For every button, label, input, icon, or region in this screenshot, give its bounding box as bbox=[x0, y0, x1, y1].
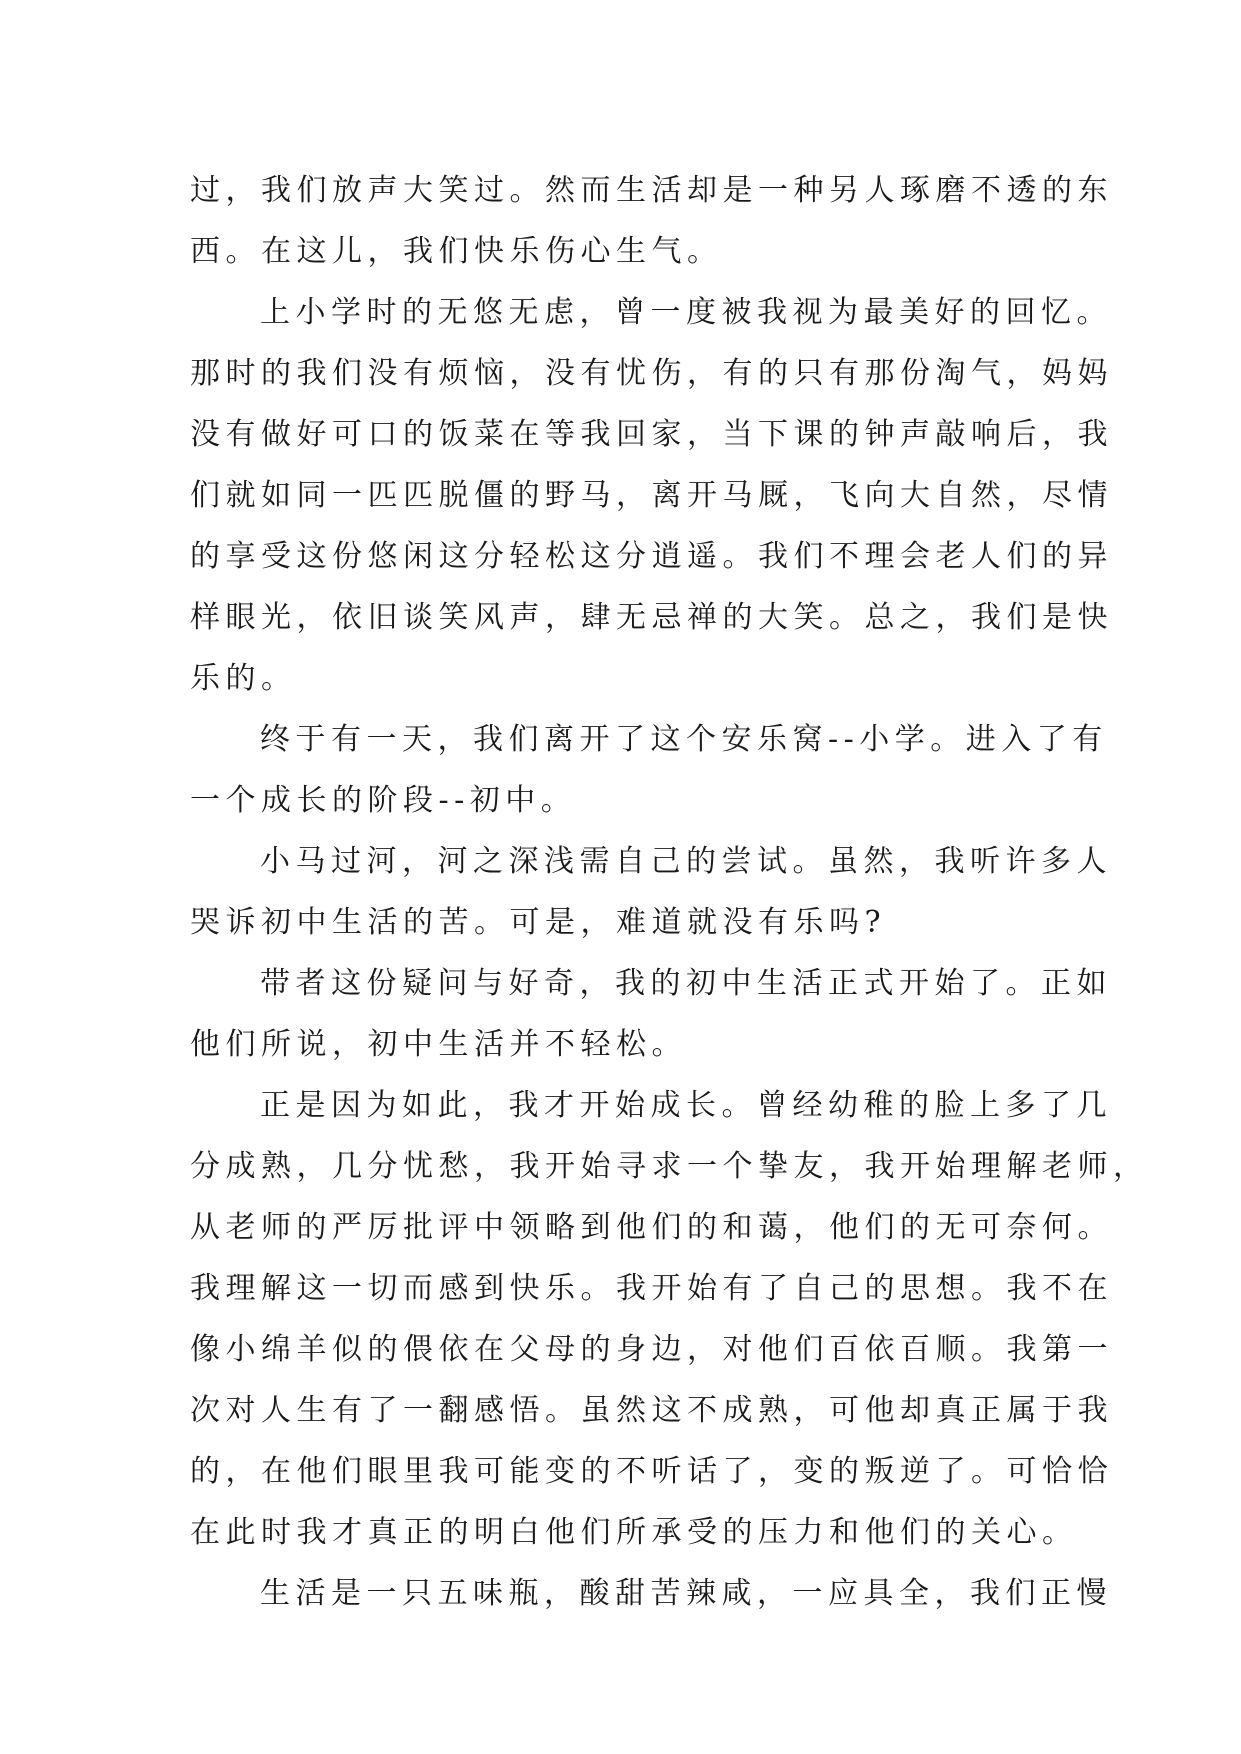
paragraph-first-line: 生活是一只五味瓶，酸甜苦辣咸，一应具全，我们正慢 bbox=[260, 1576, 1112, 1611]
paragraph-first-line: 终于有一天，我们离开了这个安乐窝--小学。进入了有 bbox=[260, 722, 1108, 757]
text-line: 乐的。 bbox=[190, 661, 297, 696]
text-line: 过，我们放声大笑过。然而生活却是一种另人琢磨不透的东 bbox=[190, 173, 1113, 208]
text-line: 分成熟，几分忧愁，我开始寻求一个挚友，我开始理解老师， bbox=[190, 1149, 1149, 1184]
text-line: 一个成长的阶段--初中。 bbox=[190, 783, 577, 818]
text-line: 次对人生有了一翻感悟。虽然这不成熟，可他却真正属于我 bbox=[190, 1393, 1113, 1428]
text-line: 西。在这儿，我们快乐伤心生气。 bbox=[190, 234, 723, 269]
text-line: 他们所说，初中生活并不轻松。 bbox=[190, 1027, 687, 1062]
text-line: 的，在他们眼里我可能变的不听话了，变的叛逆了。可恰恰 bbox=[190, 1454, 1113, 1489]
text-line: 我理解这一切而感到快乐。我开始有了自己的思想。我不在 bbox=[190, 1271, 1113, 1306]
paragraph-first-line: 小马过河，河之深浅需自己的尝试。虽然，我听许多人 bbox=[260, 844, 1112, 879]
text-line: 们就如同一匹匹脱僵的野马，离开马厩，飞向大自然，尽情 bbox=[190, 478, 1113, 513]
text-line: 样眼光，依旧谈笑风声，肆无忌禅的大笑。总之，我们是快 bbox=[190, 600, 1113, 635]
paragraph-first-line: 正是因为如此，我才开始成长。曾经幼稚的脸上多了几 bbox=[260, 1088, 1112, 1123]
text-line: 没有做好可口的饭菜在等我回家，当下课的钟声敲响后，我 bbox=[190, 417, 1113, 452]
paragraph-first-line: 带者这份疑问与好奇，我的初中生活正式开始了。正如 bbox=[260, 966, 1112, 1001]
document-body bbox=[190, 160, 1149, 1624]
text-line: 像小绵羊似的偎依在父母的身边，对他们百依百顺。我第一 bbox=[190, 1332, 1113, 1367]
paragraph-first-line: 上小学时的无悠无虑，曾一度被我视为最美好的回忆。 bbox=[260, 295, 1112, 330]
text-line: 从老师的严厉批评中领略到他们的和蔼，他们的无可奈何。 bbox=[190, 1210, 1113, 1245]
text-line: 在此时我才真正的明白他们所承受的压力和他们的关心。 bbox=[190, 1515, 1078, 1550]
text-line: 的享受这份悠闲这分轻松这分逍遥。我们不理会老人们的异 bbox=[190, 539, 1113, 574]
text-line: 哭诉初中生活的苦。可是，难道就没有乐吗? bbox=[190, 905, 887, 940]
text-line: 那时的我们没有烦恼，没有忧伤，有的只有那份淘气，妈妈 bbox=[190, 356, 1113, 391]
